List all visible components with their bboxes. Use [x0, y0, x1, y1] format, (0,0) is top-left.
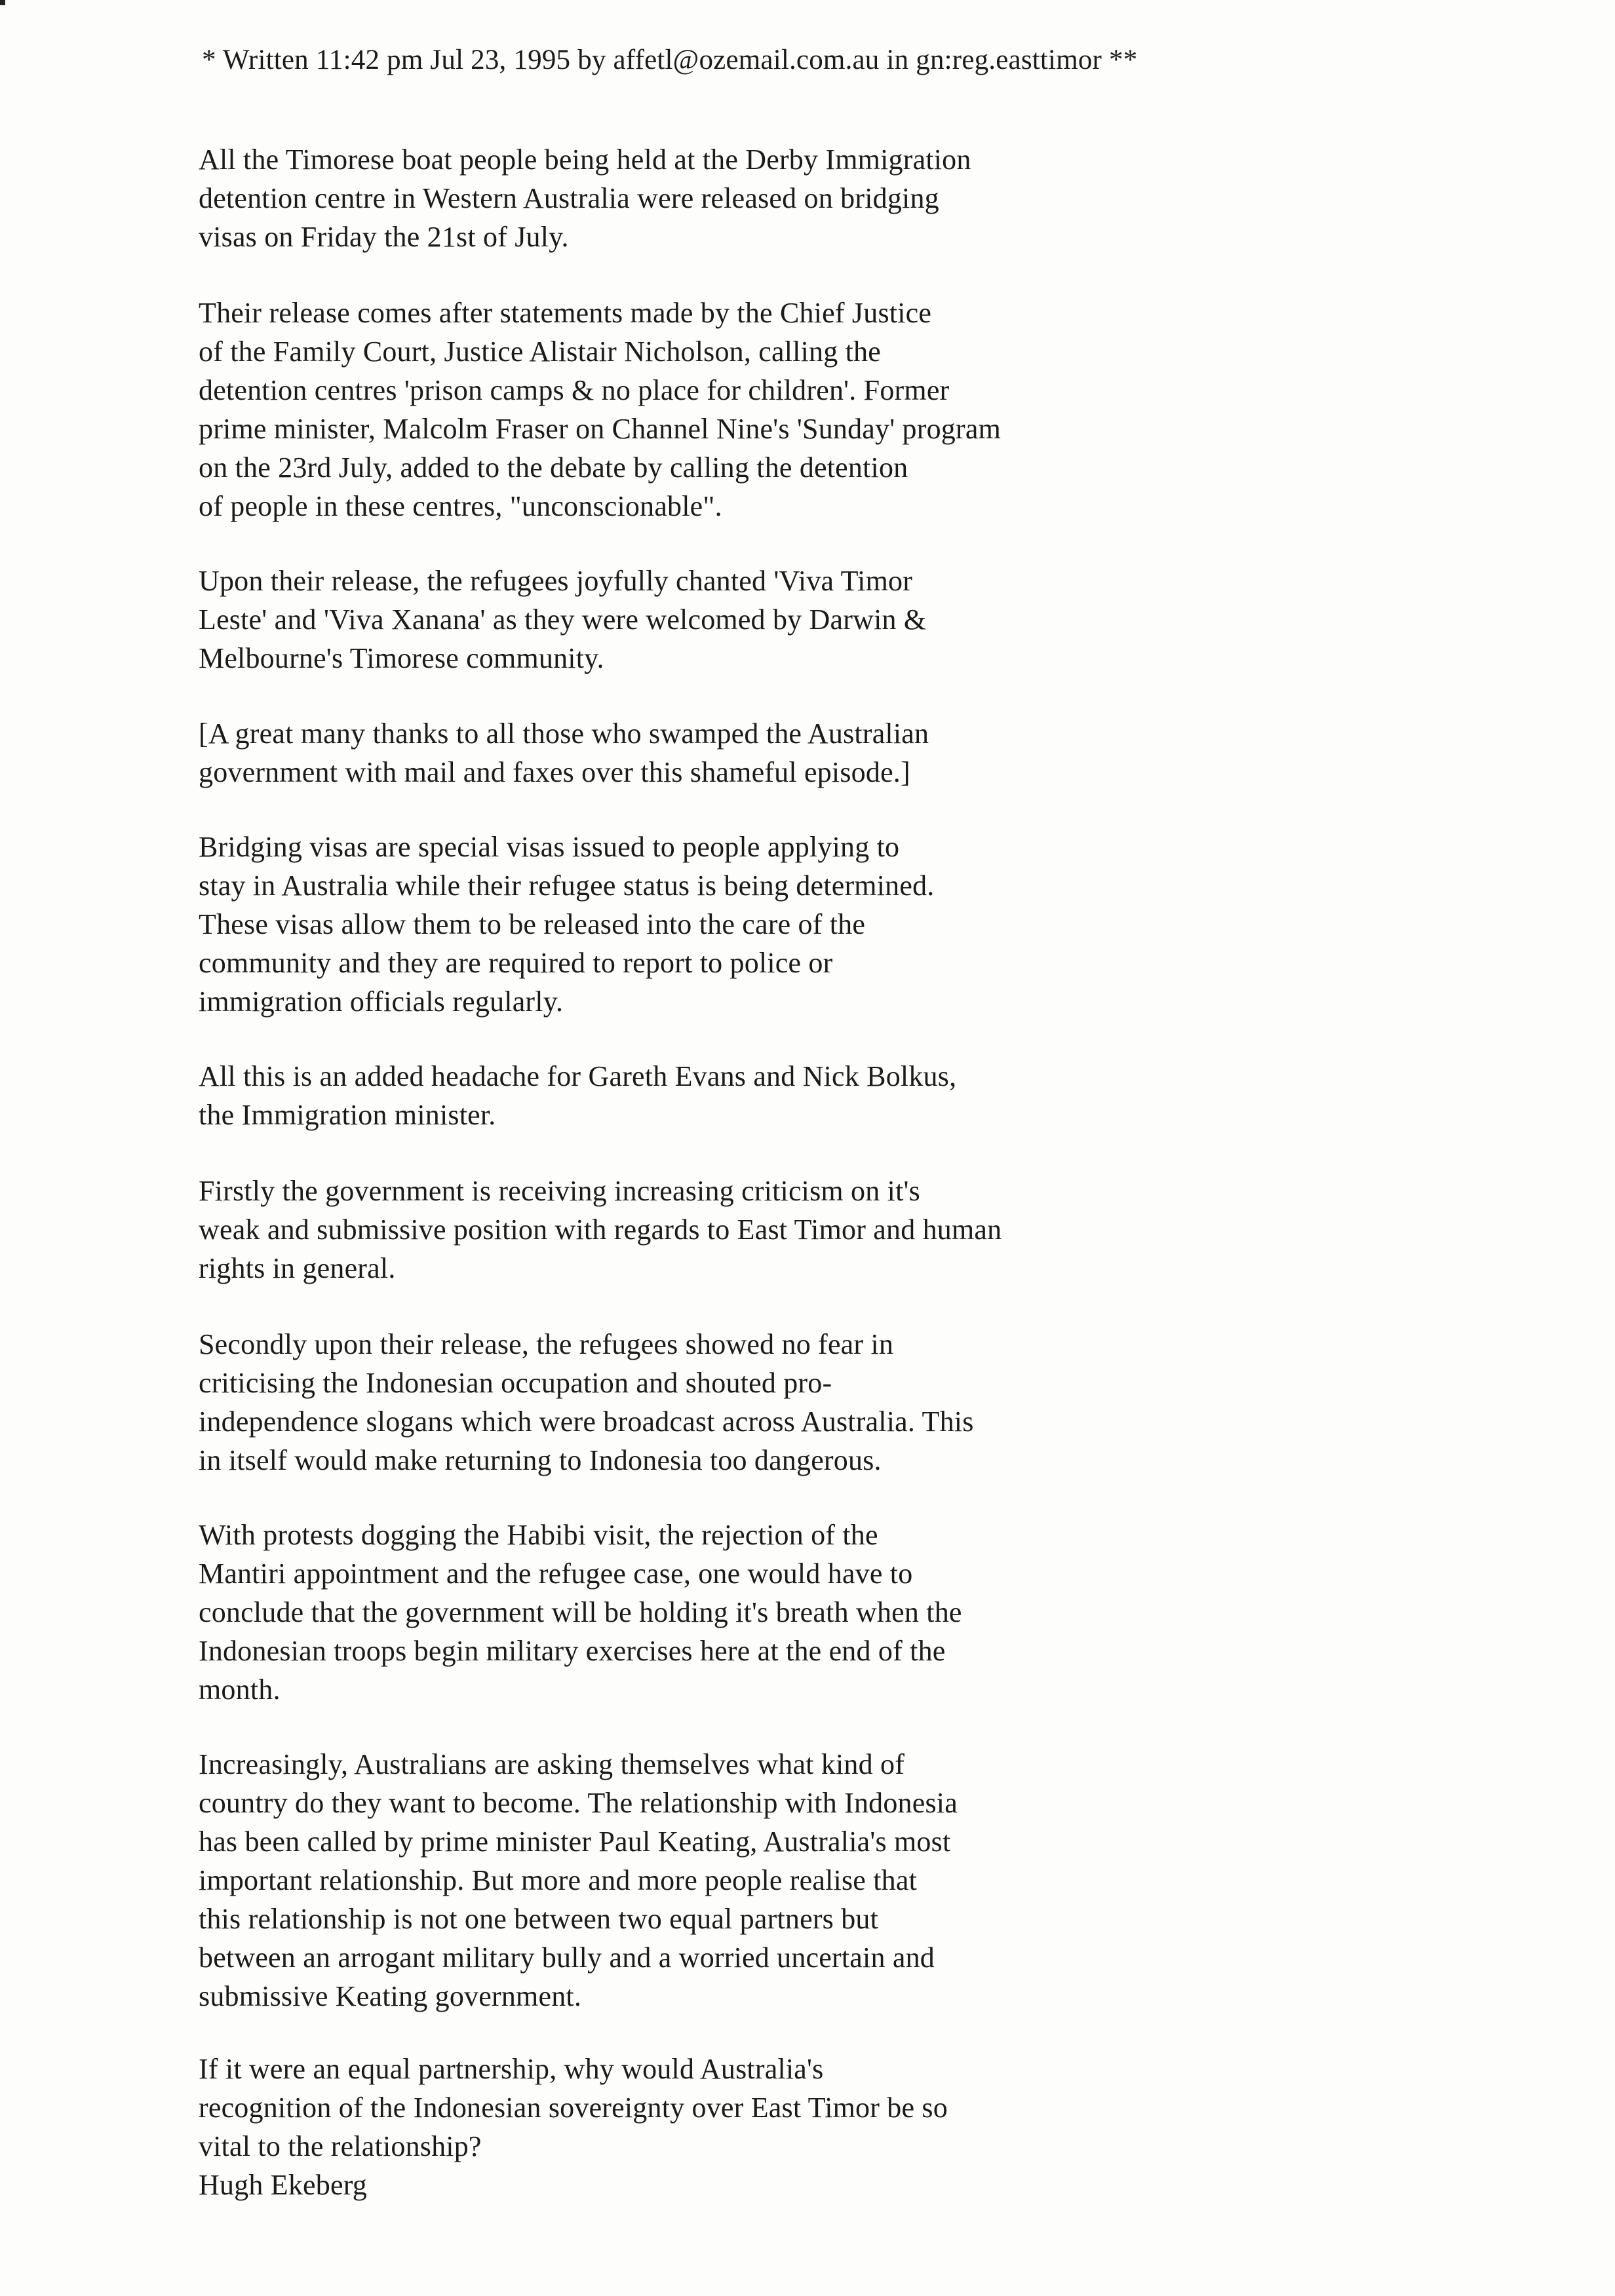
- text-line: of people in these centres, "unconscionable".: [199, 490, 722, 522]
- text-line: immigration officials regularly.: [199, 985, 564, 1018]
- text-line: criticising the Indonesian occupation and shouted pro-: [199, 1367, 832, 1399]
- text-line: has been called by prime minister Paul Keating, Australia's most: [199, 1826, 951, 1858]
- paragraph: [199, 714, 929, 792]
- text-line: in itself would make returning to Indonesia too dangerous.: [199, 1444, 882, 1476]
- text-line: conclude that the government will be holding it's breath when the: [199, 1596, 962, 1628]
- text-line: weak and submissive position with regards to East Timor and human: [199, 1214, 1002, 1246]
- author-signature: Hugh Ekeberg: [199, 2169, 367, 2201]
- text-line: Melbourne's Timorese community.: [199, 642, 604, 674]
- text-line: government with mail and faxes over this shameful episode.]: [199, 756, 910, 788]
- paragraph: [199, 562, 926, 678]
- paragraph: [199, 1172, 1002, 1288]
- scan-corner-mark: [0, 0, 5, 5]
- text-line: Their release comes after statements made by the Chief Justice: [199, 297, 932, 329]
- paragraph: [199, 294, 1001, 526]
- text-line: These visas allow them to be released into the care of the: [199, 908, 866, 940]
- text-line: With protests dogging the Habibi visit, the rejection of the: [199, 1519, 878, 1551]
- text-line: of the Family Court, Justice Alistair Nicholson, calling the: [199, 335, 881, 368]
- text-line: All the Timorese boat people being held at the Derby Immigration: [199, 144, 971, 176]
- paragraph: [199, 2050, 948, 2166]
- paragraph: [199, 828, 934, 1021]
- text-line: important relationship. But more and more people realise that: [199, 1864, 918, 1896]
- paragraph: [199, 1057, 956, 1134]
- text-line: vital to the relationship?: [199, 2130, 482, 2162]
- text-line: Secondly upon their release, the refugees showed no fear in: [199, 1328, 894, 1360]
- paragraph: [199, 1516, 962, 1709]
- text-line: Mantiri appointment and the refugee case, one would have to: [199, 1558, 913, 1590]
- text-line: on the 23rd July, added to the debate by calling the detention: [199, 451, 908, 484]
- text-line: detention centres 'prison camps & no place for children'. Former: [199, 374, 950, 406]
- paragraph: [199, 1325, 974, 1480]
- text-line: community and they are required to report to police or: [199, 947, 833, 979]
- text-line: All this is an added headache for Gareth Evans and Nick Bolkus,: [199, 1060, 957, 1092]
- paragraph: [199, 1745, 958, 2016]
- text-line: Upon their release, the refugees joyfully chanted 'Viva Timor: [199, 565, 913, 597]
- text-line: independence slogans which were broadcast across Australia. This: [199, 1406, 974, 1438]
- text-line: between an arrogant military bully and a worried uncertain and: [199, 1942, 935, 1974]
- text-line: country do they want to become. The relationship with Indonesia: [199, 1787, 958, 1819]
- post-header: * Written 11:42 pm Jul 23, 1995 by affetl@ozemail.com.au in gn:reg.easttimor **: [202, 45, 1138, 75]
- text-line: prime minister, Malcolm Fraser on Channel Nine's 'Sunday' program: [199, 413, 1002, 445]
- text-line: [A great many thanks to all those who swamped the Australian: [199, 718, 929, 750]
- text-line: month.: [199, 1674, 281, 1706]
- text-line: recognition of the Indonesian sovereignty over East Timor be so: [199, 2092, 948, 2124]
- text-line: Bridging visas are special visas issued to people applying to: [199, 831, 900, 863]
- text-line: submissive Keating government.: [199, 1980, 582, 2012]
- text-line: Increasingly, Australians are asking themselves what kind of: [199, 1748, 905, 1780]
- text-line: Indonesian troops begin military exercises here at the end of the: [199, 1635, 946, 1667]
- text-line: the Immigration minister.: [199, 1099, 496, 1131]
- text-line: stay in Australia while their refugee status is being determined.: [199, 870, 935, 902]
- text-line: this relationship is not one between two equal partners but: [199, 1903, 879, 1935]
- paragraph: [199, 140, 971, 256]
- text-line: detention centre in Western Australia were released on bridging: [199, 182, 939, 214]
- text-line: rights in general.: [199, 1252, 396, 1284]
- text-line: visas on Friday the 21st of July.: [199, 221, 569, 253]
- text-line: If it were an equal partnership, why would Australia's: [199, 2053, 824, 2085]
- text-line: Firstly the government is receiving increasing criticism on it's: [199, 1175, 920, 1207]
- text-line: Leste' and 'Viva Xanana' as they were welcomed by Darwin &: [199, 603, 927, 636]
